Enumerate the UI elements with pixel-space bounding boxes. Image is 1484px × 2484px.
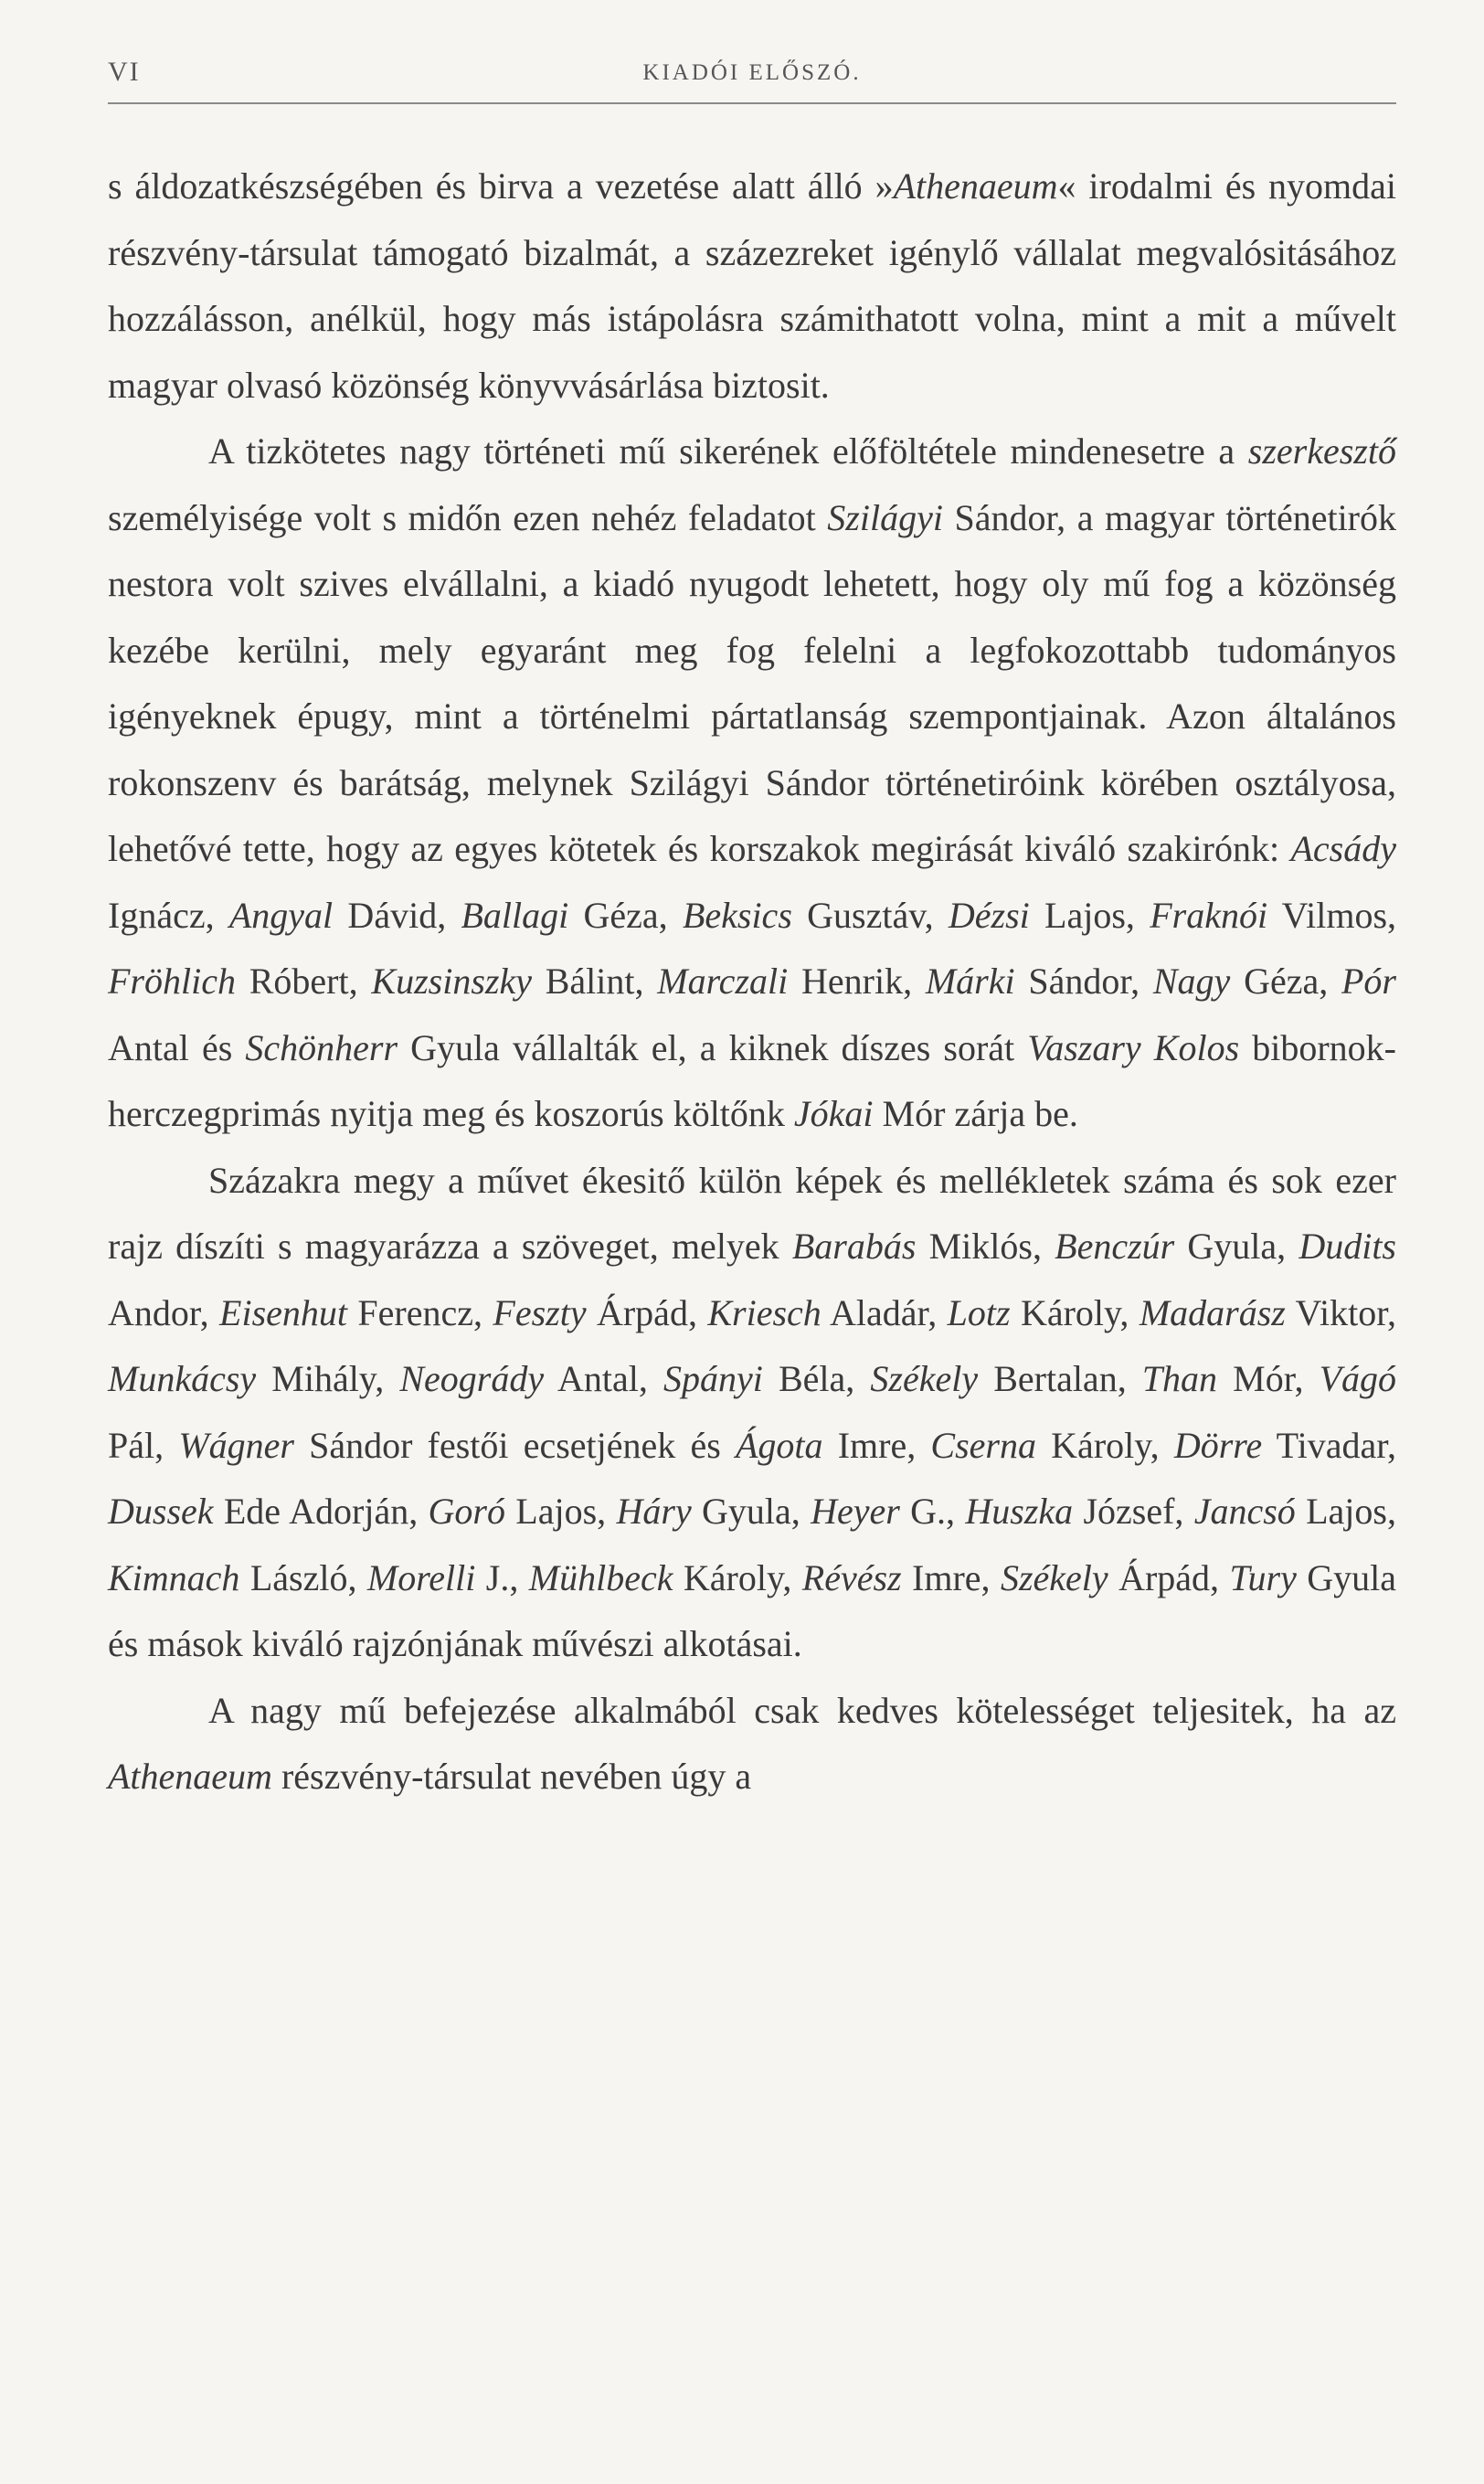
italic-name: Jancsó	[1193, 1491, 1296, 1532]
text-run: A nagy mű befejezése alkalmából csak kedves kötelességet teljesitek, ha az	[208, 1689, 1396, 1731]
italic-name: Nagy	[1152, 961, 1231, 1002]
italic-name: Huszka	[965, 1491, 1074, 1532]
text-run: Bálint,	[531, 961, 658, 1002]
text-run: Gyula,	[691, 1491, 811, 1532]
italic-name: Madarász	[1139, 1291, 1286, 1333]
text-run: Lajos,	[1295, 1491, 1396, 1532]
running-head-title: KIADÓI ELŐSZÓ.	[642, 60, 862, 85]
paragraph	[108, 154, 1396, 419]
italic-name: Révész	[801, 1556, 902, 1598]
text-run: Béla,	[762, 1358, 871, 1399]
text-run: Imre,	[901, 1556, 1001, 1598]
paragraph	[108, 1678, 1396, 1810]
text-run: Aladár,	[821, 1291, 948, 1333]
text-run: Antal és	[108, 1026, 246, 1068]
italic-name: Lotz	[947, 1291, 1011, 1333]
italic-name: Barabás	[791, 1226, 917, 1267]
italic-name: Neogrády	[399, 1358, 545, 1399]
text-run: Mór,	[1217, 1358, 1320, 1399]
italic-name: Székely	[870, 1358, 979, 1399]
text-run: Lajos,	[504, 1491, 617, 1532]
text-run: Sándor festői ecsetjének és	[293, 1424, 736, 1466]
italic-name: Kimnach	[108, 1556, 240, 1598]
italic-name: Than	[1141, 1358, 1218, 1399]
italic-name: Dudits	[1298, 1226, 1396, 1267]
text-run: Géza,	[568, 894, 683, 936]
text-run: Andor,	[108, 1291, 220, 1333]
italic-name: Goró	[428, 1491, 505, 1532]
text-run: Ignácz,	[108, 894, 229, 936]
italic-name: Szilágyi	[827, 496, 943, 538]
italic-name: Vágó	[1319, 1358, 1397, 1399]
text-run: Géza,	[1230, 961, 1341, 1002]
italic-name: Marczali	[657, 961, 789, 1002]
running-head	[108, 57, 1396, 104]
text-run: Viktor,	[1285, 1291, 1396, 1333]
italic-name: Benczúr	[1055, 1226, 1175, 1267]
italic-name: Ágota	[735, 1424, 823, 1466]
italic-name: Pór	[1341, 961, 1396, 1002]
italic-name: Eisenhut	[219, 1291, 347, 1333]
text-run: Vilmos,	[1267, 894, 1397, 936]
text-run: Károly,	[673, 1556, 802, 1598]
italic-name: Kriesch	[707, 1291, 822, 1333]
italic-name: Dörre	[1173, 1424, 1263, 1466]
italic-name: Székely	[1000, 1556, 1108, 1598]
text-run: bibornok-herczegprimás nyitja meg és koszorús költőnk	[108, 1026, 1396, 1134]
text-run: Henrik,	[788, 961, 926, 1002]
text-run: Róbert,	[235, 961, 372, 1002]
text-run: Tivadar,	[1262, 1424, 1396, 1466]
text-run: Gyula és mások kiváló rajzónjának művészi alkotásai.	[108, 1556, 1396, 1664]
text-run: József,	[1073, 1491, 1194, 1532]
italic-name: Fraknói	[1150, 894, 1268, 936]
italic-name: Tury	[1229, 1556, 1297, 1598]
italic-name: Mühlbeck	[528, 1556, 673, 1598]
text-run: Imre,	[822, 1424, 931, 1466]
text-run: Bertalan,	[978, 1358, 1142, 1399]
text-run: Ede Adorján,	[213, 1491, 429, 1532]
italic-name: Beksics	[682, 894, 792, 936]
text-run: Ferencz,	[347, 1291, 493, 1333]
text-run: Árpád,	[586, 1291, 708, 1333]
text-run: Mór zárja be.	[873, 1093, 1078, 1134]
text-run: Pál,	[108, 1424, 179, 1466]
italic-name: Fröhlich	[108, 961, 236, 1002]
text-run: Miklós,	[916, 1226, 1055, 1267]
text-run: László,	[239, 1556, 367, 1598]
text-run: Gyula vállalták el, a kiknek díszes sorát	[398, 1026, 1028, 1068]
text-run: Lajos,	[1029, 894, 1150, 936]
text-run: s áldozatkészségében és birva a vezetése alatt álló »	[108, 165, 894, 207]
italic-name: Schönherr	[245, 1026, 398, 1068]
italic-name: Athenaeum	[893, 165, 1058, 207]
text-run: Károly,	[1035, 1424, 1174, 1466]
italic-name: Ballagi	[461, 894, 569, 936]
text-run: Károly,	[1010, 1291, 1140, 1333]
italic-name: Kuzsinszky	[371, 961, 532, 1002]
text-run: J.,	[475, 1556, 529, 1598]
italic-name: Morelli	[366, 1556, 476, 1598]
text-run: részvény-társulat nevében úgy a	[271, 1756, 752, 1797]
italic-name: Munkácsy	[108, 1358, 257, 1399]
text-run: Gusztáv,	[791, 894, 949, 936]
italic-name: Athenaeum	[108, 1756, 272, 1797]
text-run: Százakra megy a művet ékesitő külön képek és mellékletek száma és sok ezer rajz díszíti s magyarázza a szöveget, melyek	[108, 1159, 1396, 1267]
text-run: Sándor, a magyar történetirók nestora volt szives elvállalni, a kiadó nyugodt lehetett, hogy oly mű fog a közönség kezébe kerülni, mely egyaránt meg fog felelni a legfokozottabb tudományos igényeknek épugy, mint a történelmi pártatlanság szempontjainak. Azon általános rokonszenv és barátság, melynek Szilágyi Sándor történetiróink körében osztályosa, lehetővé tette, hogy az egyes kötetek és korszakok megirását kiváló szakirónk:	[108, 496, 1397, 869]
italic-name: Feszty	[493, 1291, 587, 1333]
paragraph	[108, 419, 1396, 1148]
text-run: Árpád,	[1108, 1556, 1230, 1598]
text-run: Antal,	[544, 1358, 663, 1399]
body-text	[108, 154, 1396, 1810]
text-run: A tizkötetes nagy történeti mű sikerének előföltétele mindenesetre a	[208, 430, 1248, 472]
text-run: « irodalmi és nyomdai részvény-társulat támogató bizalmát, a százezreket igénylő vállalat megvalósitásához hozzálásson, anélkül, hogy más istápolásra számithatott volna, mint a mit a művelt magyar olvasó közönség könyvvásárlása biztosit.	[108, 165, 1397, 406]
italic-name: Dussek	[108, 1491, 214, 1532]
italic-name: Spányi	[662, 1358, 763, 1399]
text-run: Sándor,	[1014, 961, 1153, 1002]
italic-name: Jókai	[793, 1093, 874, 1134]
italic-name: Háry	[616, 1491, 692, 1532]
text-run: Dávid,	[333, 894, 461, 936]
page-number: VI	[108, 57, 141, 87]
text-run: Mihály,	[256, 1358, 400, 1399]
text-run: Gyula,	[1174, 1226, 1299, 1267]
text-run: személyisége volt s midőn ezen nehéz feladatot	[108, 496, 828, 538]
italic-name: Vaszary Kolos	[1027, 1026, 1240, 1068]
italic-name: Márki	[925, 961, 1015, 1002]
italic-name: Wágner	[178, 1424, 294, 1466]
italic-name: szerkesztő	[1247, 430, 1396, 472]
italic-name: Cserna	[930, 1424, 1036, 1466]
italic-name: Heyer	[811, 1491, 900, 1532]
text-run: G.,	[899, 1491, 966, 1532]
italic-name: Acsády	[1290, 828, 1396, 869]
italic-name: Angyal	[228, 894, 334, 936]
paragraph	[108, 1148, 1396, 1678]
italic-name: Dézsi	[948, 894, 1030, 936]
